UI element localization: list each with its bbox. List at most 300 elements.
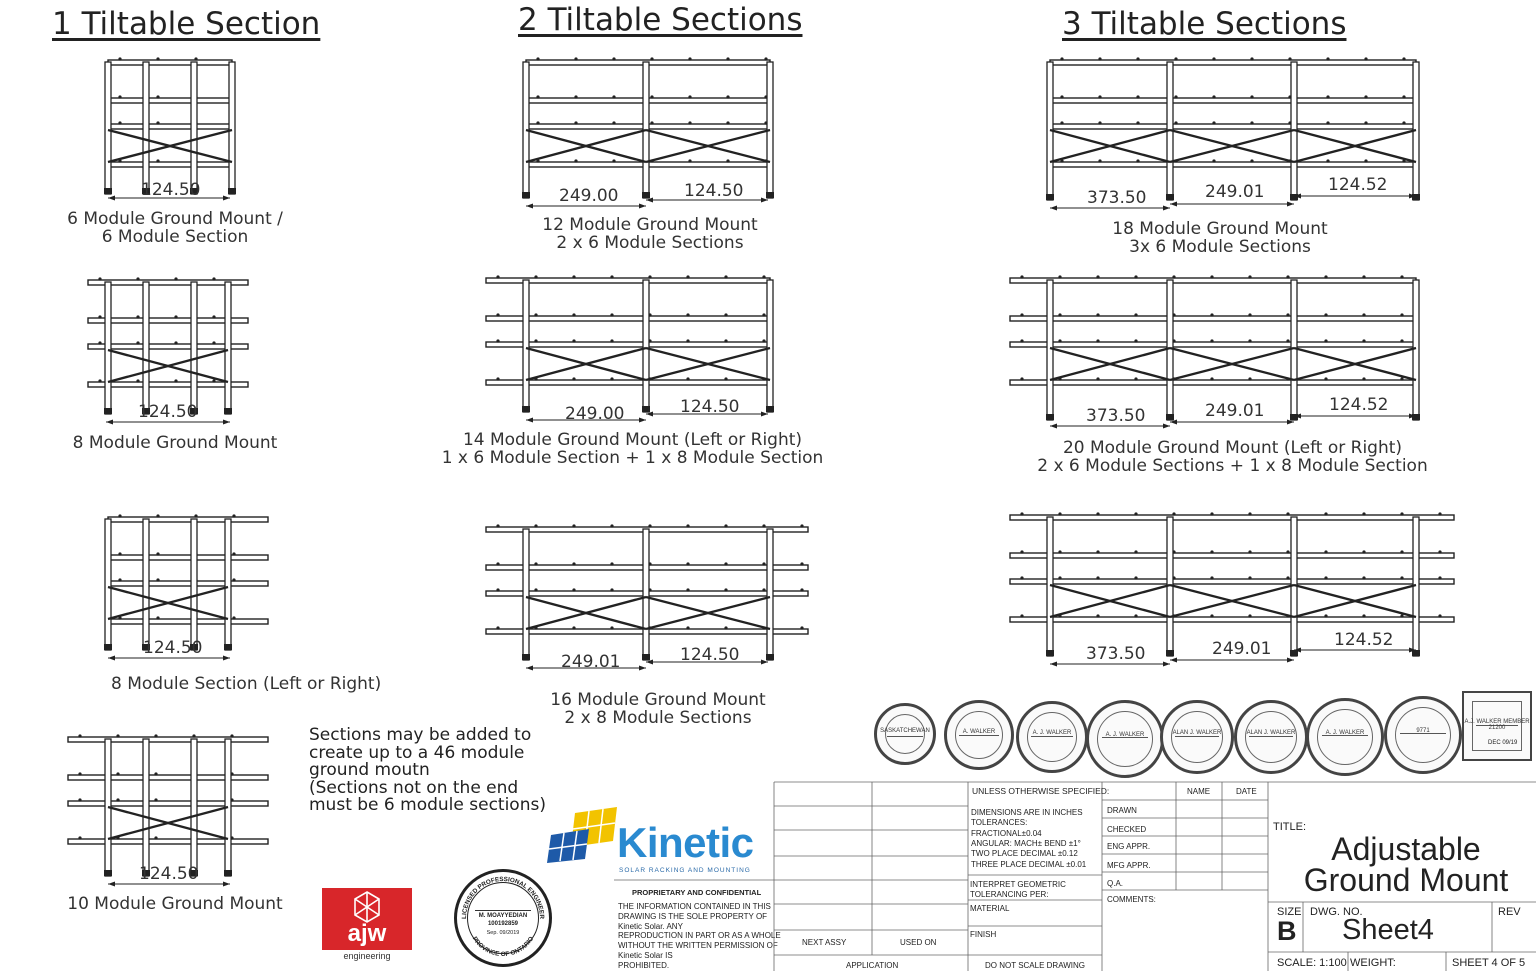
post-foot <box>104 188 112 194</box>
caption-8-module: 8 Module Ground Mount <box>72 433 278 453</box>
rail-clamp <box>1362 550 1365 553</box>
rail-clamp <box>1096 313 1099 316</box>
module-rail <box>1010 617 1454 622</box>
ajw-cube-icon <box>352 890 382 924</box>
rail-clamp <box>800 588 803 591</box>
caption-line: 12 Module Ground Mount <box>542 215 758 235</box>
dimension-arrow <box>1170 202 1177 207</box>
module-rail <box>108 60 232 65</box>
kinetic-wordmark: Kinetic <box>617 819 754 866</box>
rail-clamp <box>724 626 727 629</box>
rail-clamp <box>156 552 159 555</box>
caption-14-module <box>430 431 835 467</box>
post-foot <box>522 654 530 660</box>
rail-clamp <box>610 275 613 278</box>
seal-inner-ring <box>1395 707 1451 763</box>
ajw-wordmark: ajw <box>347 920 387 947</box>
rail-clamp <box>726 57 729 60</box>
rail-clamp <box>1096 275 1099 278</box>
comments-label: COMMENTS: <box>1107 895 1156 904</box>
rail-clamp <box>536 95 539 98</box>
caption-20-module <box>1030 439 1435 475</box>
proprietary-line: PROHIBITED. <box>618 960 670 970</box>
seal-text: A. J. WALKER <box>1105 731 1145 738</box>
rail-clamp <box>534 339 537 342</box>
dimension-arrow <box>223 420 230 425</box>
post-foot <box>228 188 236 194</box>
rail-clamp <box>534 524 537 527</box>
dimension-arrow <box>526 666 533 671</box>
rail-clamp <box>154 734 157 737</box>
support-post <box>1047 280 1053 420</box>
post-foot <box>642 406 650 412</box>
note-line: create up to a 46 module <box>309 742 525 763</box>
rail-clamp <box>1438 614 1441 617</box>
rail-clamp <box>536 121 539 124</box>
module-rail <box>108 98 232 103</box>
proprietary-line: Kinetic Solar IS <box>618 951 673 960</box>
engineer-seal <box>1306 698 1384 776</box>
dimension-arrow <box>639 204 646 209</box>
drawn-label: DRAWN <box>1107 806 1137 815</box>
module-rail <box>108 581 268 586</box>
note-line: ground moutn <box>309 760 430 780</box>
dimension-arrow <box>526 418 533 423</box>
rail-clamp <box>1058 339 1061 342</box>
rev-label: REV <box>1498 906 1521 918</box>
rail-clamp <box>1438 576 1441 579</box>
rail-clamp <box>118 578 121 581</box>
rail-clamp <box>574 95 577 98</box>
rail-clamp <box>1326 159 1329 162</box>
rail-clamp <box>212 315 215 318</box>
rail-clamp <box>572 339 575 342</box>
proprietary-block <box>614 880 781 971</box>
support-post <box>191 519 197 650</box>
rail-clamp <box>1136 121 1139 124</box>
dwg-no-label: DWG. NO. <box>1310 906 1363 918</box>
rail-clamp <box>534 313 537 316</box>
rail-clamp <box>724 524 727 527</box>
module-rail <box>68 839 268 844</box>
stamp-name: M. MOAYYEDIAN <box>478 913 528 919</box>
rail-clamp <box>610 562 613 565</box>
rail-clamp <box>1172 275 1175 278</box>
rail-clamp <box>1400 377 1403 380</box>
rail-clamp <box>610 626 613 629</box>
ajw-logo <box>322 888 412 963</box>
rail-clamp <box>1286 512 1289 515</box>
rail-clamp <box>650 95 653 98</box>
caption-18-module <box>1070 220 1370 256</box>
engineer-seal <box>1234 700 1308 774</box>
caption-line: 18 Module Ground Mount <box>1112 219 1328 239</box>
rail-clamp <box>1324 313 1327 316</box>
seal-text: SASKATCHEWAN <box>880 728 930 735</box>
size-value: B <box>1277 916 1297 946</box>
caption-6-module <box>40 210 310 246</box>
post-foot <box>224 644 232 650</box>
dim-label: 124.50 <box>139 864 199 884</box>
post-foot <box>104 644 112 650</box>
rail-clamp <box>118 552 121 555</box>
rail-clamp <box>536 57 539 60</box>
rail-clamp <box>610 588 613 591</box>
dim-label: 124.50 <box>680 397 740 417</box>
rail-clamp <box>496 339 499 342</box>
dimension-arrow <box>639 418 646 423</box>
rail-clamp <box>800 562 803 565</box>
rail-clamp <box>762 275 765 278</box>
module-rail <box>1010 316 1416 321</box>
rail-clamp <box>1400 313 1403 316</box>
dimension-arrow <box>1163 206 1170 211</box>
rail-clamp <box>1362 576 1365 579</box>
module-rail <box>88 344 248 349</box>
caption-line: 6 Module Section <box>101 227 249 247</box>
caption-line: 16 Module Ground Mount <box>550 690 766 710</box>
mfg-appr-label: MFG APPR. <box>1107 861 1151 870</box>
size-label: SIZE <box>1277 906 1302 918</box>
stamp-signature <box>475 902 531 911</box>
seal-text: A.J. WALKER MEMBER 21200 <box>1464 719 1530 732</box>
rail-clamp <box>1438 550 1441 553</box>
rail-clamp <box>1324 576 1327 579</box>
caption-line: 2 x 6 Module Sections + 1 x 8 Module Section <box>1037 456 1428 476</box>
module-rail <box>1010 278 1416 283</box>
rail-clamp <box>800 626 803 629</box>
rail-clamp <box>1248 377 1251 380</box>
rail-clamp <box>78 836 81 839</box>
rail-clamp <box>1288 57 1291 60</box>
rail-clamp <box>1248 550 1251 553</box>
support-post <box>105 62 111 194</box>
support-post <box>143 62 149 194</box>
rail-clamp <box>156 121 159 124</box>
rail-clamp <box>496 588 499 591</box>
caption-line: 20 Module Ground Mount (Left or Right) <box>1062 438 1403 458</box>
rail-clamp <box>496 275 499 278</box>
caption-8-module-section: 8 Module Section (Left or Right) <box>111 674 382 694</box>
rail-clamp <box>1250 121 1253 124</box>
module-rail <box>108 555 268 560</box>
engineer-stamp-ontario <box>454 869 552 967</box>
rail-clamp <box>174 277 177 280</box>
rail-clamp <box>496 562 499 565</box>
rail-clamp <box>1324 550 1327 553</box>
rail-clamp <box>574 159 577 162</box>
rail-clamp <box>1324 614 1327 617</box>
rail-clamp <box>650 121 653 124</box>
rail-clamp <box>1364 159 1367 162</box>
module-rail <box>1050 124 1416 129</box>
dimension-arrow <box>1170 658 1177 663</box>
dimension-arrow <box>1050 206 1057 211</box>
rail-clamp <box>648 524 651 527</box>
rail-clamp <box>232 552 235 555</box>
rail-clamp <box>1058 576 1061 579</box>
post-foot <box>766 654 774 660</box>
rail-clamp <box>1096 339 1099 342</box>
proprietary-line: REPRODUCTION IN PART OR AS A WHOLE <box>618 931 781 941</box>
rail-clamp <box>156 514 159 517</box>
rail-clamp <box>1212 159 1215 162</box>
dim-label: 124.52 <box>1329 395 1389 415</box>
seal-text: A. J. WALKER <box>1325 729 1365 736</box>
engineer-seal <box>1462 691 1532 761</box>
rail-clamp <box>534 588 537 591</box>
finish-label: FINISH <box>970 930 997 939</box>
rail-clamp <box>1134 339 1137 342</box>
proprietary-line: THE INFORMATION CONTAINED IN THIS <box>618 902 771 911</box>
support-post <box>143 739 149 876</box>
post-foot <box>766 406 774 412</box>
rail-clamp <box>726 159 729 162</box>
rail-clamp <box>762 524 765 527</box>
rail-clamp <box>1210 576 1213 579</box>
module-rail <box>68 737 268 742</box>
rail-clamp <box>1400 275 1403 278</box>
weight-label: WEIGHT: <box>1350 957 1396 969</box>
module-rail <box>108 517 268 522</box>
rail-clamp <box>762 313 765 316</box>
drawing-title-line: Adjustable <box>1331 831 1481 867</box>
rail-clamp <box>1058 275 1061 278</box>
rail-clamp <box>572 626 575 629</box>
engineer-seal <box>1160 700 1234 774</box>
rail-clamp <box>686 562 689 565</box>
dimension-arrow <box>223 882 230 887</box>
rail-clamp <box>686 339 689 342</box>
dim-label: 373.50 <box>1086 406 1146 426</box>
do-not-scale-label: DO NOT SCALE DRAWING <box>985 961 1086 970</box>
engineer-seal <box>1384 696 1462 774</box>
rail-clamp <box>1286 576 1289 579</box>
rail-clamp <box>1020 377 1023 380</box>
rail-clamp <box>78 734 81 737</box>
dimension-arrow <box>106 420 113 425</box>
rail-clamp <box>1020 576 1023 579</box>
seal-date: DEC 09/19 <box>1488 740 1518 746</box>
post-foot <box>1046 414 1054 420</box>
dimension-arrow <box>1050 662 1057 667</box>
rail-clamp <box>1250 57 1253 60</box>
rail-clamp <box>1098 159 1101 162</box>
stamp-ring-bottom: PROVINCE OF ONTARIO <box>470 935 536 959</box>
dim-label: 249.00 <box>565 404 625 424</box>
solar-panel-icon <box>545 805 625 865</box>
rail-clamp <box>1058 313 1061 316</box>
rail-clamp <box>1210 275 1213 278</box>
section-title-one: 1 Tiltable Section <box>52 6 321 42</box>
rail-clamp <box>1248 339 1251 342</box>
rail-clamp <box>1212 57 1215 60</box>
dim-label: 373.50 <box>1086 644 1146 664</box>
proprietary-title: PROPRIETARY AND CONFIDENTIAL <box>632 888 762 897</box>
rail-clamp <box>1286 313 1289 316</box>
rail-clamp <box>1324 275 1327 278</box>
rail-clamp <box>688 95 691 98</box>
dwg-no-value: Sheet4 <box>1342 914 1434 946</box>
tolerance-line: DIMENSIONS ARE IN INCHES <box>971 808 1083 817</box>
rail-clamp <box>574 121 577 124</box>
rail-clamp <box>1136 57 1139 60</box>
module-rail <box>108 619 268 624</box>
support-post <box>105 519 111 650</box>
sheet-label: SHEET 4 OF 5 <box>1452 957 1526 969</box>
module-rail <box>1010 553 1454 558</box>
rail-clamp <box>762 588 765 591</box>
rail-clamp <box>610 313 613 316</box>
used-on-label: USED ON <box>900 938 937 947</box>
module-rail <box>108 124 232 129</box>
rail-clamp <box>1248 614 1251 617</box>
rail-clamp <box>610 339 613 342</box>
rail-clamp <box>136 315 139 318</box>
tolerance-line: THREE PLACE DECIMAL ±0.01 <box>971 859 1087 869</box>
caption-10-module: 10 Module Ground Mount <box>67 894 283 914</box>
support-post <box>643 280 649 412</box>
post-foot <box>1166 650 1174 656</box>
seal-text: ALAN J. WALKER <box>1246 730 1296 737</box>
rail-clamp <box>1134 512 1137 515</box>
rail-clamp <box>1136 159 1139 162</box>
dimension-arrow <box>108 196 115 201</box>
rail-clamp <box>212 341 215 344</box>
rail-clamp <box>1248 313 1251 316</box>
rail-clamp <box>688 121 691 124</box>
post-foot <box>1046 650 1054 656</box>
caption-16-module <box>508 691 808 727</box>
rail-clamp <box>194 514 197 517</box>
rail-clamp <box>156 616 159 619</box>
qa-label: Q.A. <box>1107 879 1124 888</box>
sections-note <box>309 727 559 815</box>
module-rail <box>108 162 232 167</box>
post-foot <box>1046 194 1054 200</box>
dim-label: 249.01 <box>1212 639 1272 659</box>
rail-clamp <box>174 315 177 318</box>
rail-clamp <box>1096 377 1099 380</box>
support-post <box>143 282 149 414</box>
section-title-three: 3 Tiltable Sections <box>1062 6 1347 42</box>
scale-label: SCALE: 1:100 <box>1277 957 1347 969</box>
rail-clamp <box>1210 313 1213 316</box>
dimension-arrow <box>108 882 115 887</box>
tolerance-line: ANGULAR: MACH± BEND ±1° <box>971 838 1081 848</box>
module-rail <box>1010 380 1416 385</box>
dim-label: 124.52 <box>1328 175 1388 195</box>
tolerance-line: FRACTIONAL±0.04 <box>971 828 1042 838</box>
rail-clamp <box>232 616 235 619</box>
rail-clamp <box>648 275 651 278</box>
rail-clamp <box>764 57 767 60</box>
dim-label: 249.01 <box>561 652 621 672</box>
seal-inner-ring <box>1317 709 1373 765</box>
rail-clamp <box>650 57 653 60</box>
rail-clamp <box>232 578 235 581</box>
rail-clamp <box>572 524 575 527</box>
rail-clamp <box>1172 512 1175 515</box>
kinetic-logo <box>545 805 765 875</box>
dim-label: 124.50 <box>143 638 203 658</box>
rail-clamp <box>762 339 765 342</box>
dim-label: 124.50 <box>138 402 198 422</box>
rail-clamp <box>726 95 729 98</box>
rail-clamp <box>724 339 727 342</box>
dim-label: 124.50 <box>680 645 740 665</box>
rail-clamp <box>1098 121 1101 124</box>
rail-clamp <box>1324 339 1327 342</box>
caption-line: 3x 6 Module Sections <box>1129 237 1311 257</box>
rail-clamp <box>1174 121 1177 124</box>
rail-clamp <box>118 95 121 98</box>
dim-label: 124.52 <box>1334 630 1394 650</box>
rail-clamp <box>230 734 233 737</box>
rail-clamp <box>724 377 727 380</box>
rail-clamp <box>1362 313 1365 316</box>
rail-clamp <box>1058 512 1061 515</box>
support-post <box>1291 280 1297 420</box>
dimension-arrow <box>223 196 230 201</box>
rail-clamp <box>1210 614 1213 617</box>
dim-label: 249.01 <box>1205 401 1265 421</box>
rail-clamp <box>1058 550 1061 553</box>
module-rail <box>1010 579 1454 584</box>
rail-clamp <box>1020 550 1023 553</box>
rail-clamp <box>686 377 689 380</box>
dimension-arrow <box>108 656 115 661</box>
rail-clamp <box>1402 121 1405 124</box>
rail-clamp <box>212 379 215 382</box>
rail-clamp <box>1020 512 1023 515</box>
rail-clamp <box>1096 550 1099 553</box>
rail-clamp <box>1286 550 1289 553</box>
tolerancing-label: TOLERANCING PER: <box>970 890 1049 899</box>
rail-clamp <box>1210 339 1213 342</box>
rail-clamp <box>534 562 537 565</box>
rail-clamp <box>1020 339 1023 342</box>
support-post <box>191 62 197 194</box>
post-foot <box>104 408 112 414</box>
rail-clamp <box>1324 377 1327 380</box>
rail-clamp <box>534 275 537 278</box>
rail-clamp <box>1248 512 1251 515</box>
rail-clamp <box>688 159 691 162</box>
proprietary-line: WITHOUT THE WRITTEN PERMISSION OF <box>618 941 778 951</box>
post-foot <box>224 870 232 876</box>
application-label: APPLICATION <box>846 961 899 970</box>
drawing-title-line: Ground Mount <box>1303 862 1509 898</box>
support-post <box>1167 280 1173 420</box>
seal-text: A. J. WALKER <box>1032 730 1072 737</box>
note-line: (Sections not on the end <box>309 777 519 798</box>
support-post <box>105 282 111 414</box>
rail-clamp <box>1400 550 1403 553</box>
ground-mount-rack <box>486 524 808 670</box>
rail-clamp <box>1286 339 1289 342</box>
rail-clamp <box>1364 57 1367 60</box>
caption-line: 14 Module Ground Mount (Left or Right) <box>462 430 803 450</box>
module-rail <box>88 280 248 285</box>
rail-clamp <box>612 121 615 124</box>
post-foot <box>522 192 530 198</box>
post-foot <box>766 192 774 198</box>
rail-clamp <box>1362 339 1365 342</box>
rail-clamp <box>232 514 235 517</box>
dim-label: 124.50 <box>684 181 744 201</box>
dimension-arrow <box>1287 202 1294 207</box>
